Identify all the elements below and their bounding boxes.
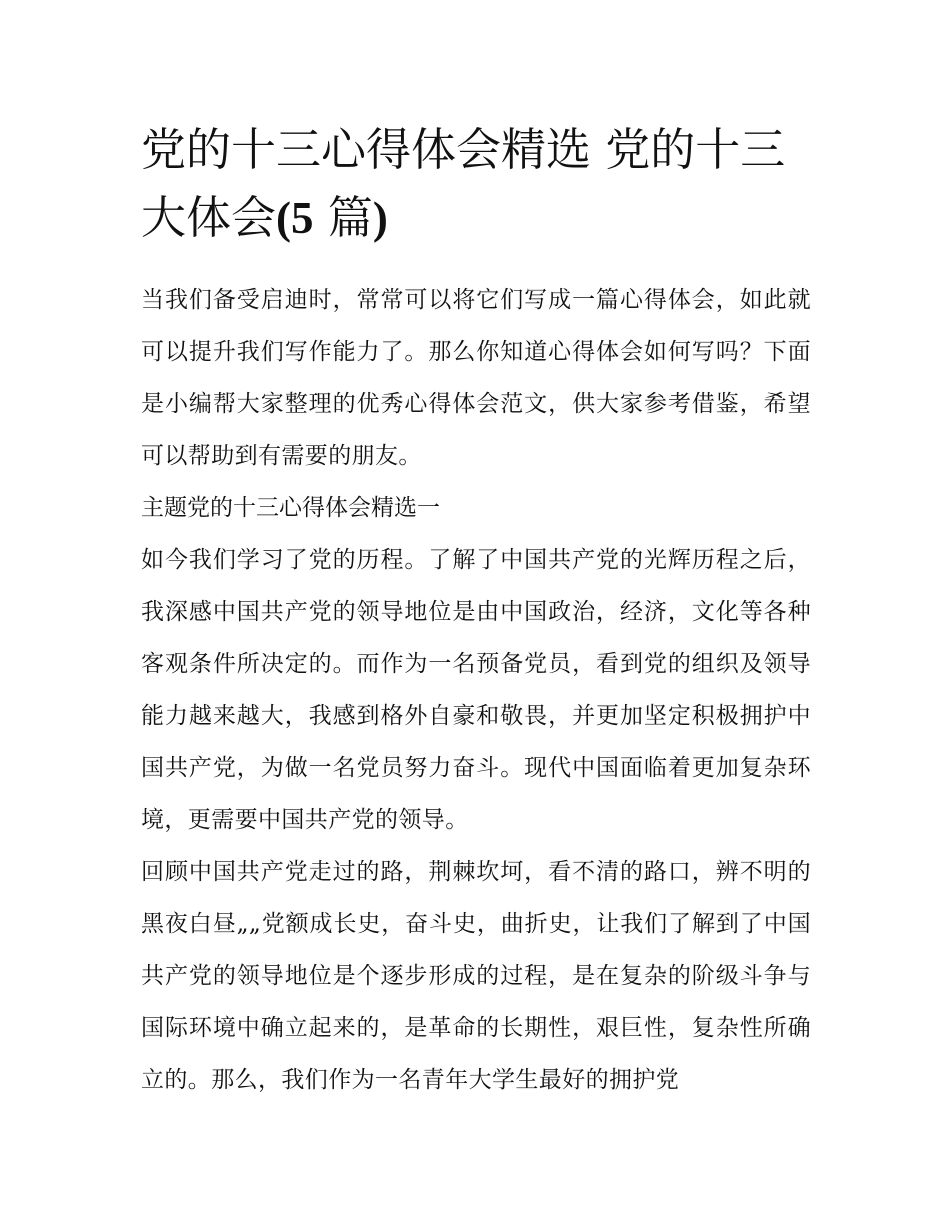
title-count-open: (5: [276, 193, 314, 243]
body-paragraph-1: 如今我们学习了党的历程。了解了中国共产党的光辉历程之后，我深感中国共产党的领导地位是由中国政治，经济，文化等各种客观条件所决定的。而作为一名预备党员，看到党的组织及领导能力越来越大，我感到格外自豪和敬畏，并更加坚定积极拥护中国共产党，为做一名党员努力奋斗。现代中国面临着更加复杂环境，更需要中国共产党的领导。: [141, 547, 811, 833]
document-title: [141, 116, 811, 252]
document-content: [141, 116, 811, 1106]
title-text: 党的十三心得体会精选 党的十三大体会: [141, 123, 786, 244]
section-heading: 主题党的十三心得体会精选一: [141, 495, 440, 521]
title-count-close: ): [372, 193, 388, 243]
body-paragraph-2: 回顾中国共产党走过的路，荆棘坎坷，看不清的路口，辨不明的黑夜白昼„„党额成长史，奋斗史，曲折史，让我们了解到了中国共产党的领导地位是个逐步形成的过程，是在复杂的阶级斗争与国际环境中确立起来的，是革命的长期性，艰巨性，复杂性所确立的。那么，我们作为一名青年大学生最好的拥护党: [141, 859, 811, 1093]
intro-paragraph: 当我们备受启迪时，常常可以将它们写成一篇心得体会，如此就可以提升我们写作能力了。那么你知道心得体会如何写吗？下面是小编帮大家整理的优秀心得体会范文，供大家参考借鉴，希望可以帮助到有需要的朋友。: [141, 287, 811, 469]
title-count-unit: 篇: [313, 191, 373, 244]
